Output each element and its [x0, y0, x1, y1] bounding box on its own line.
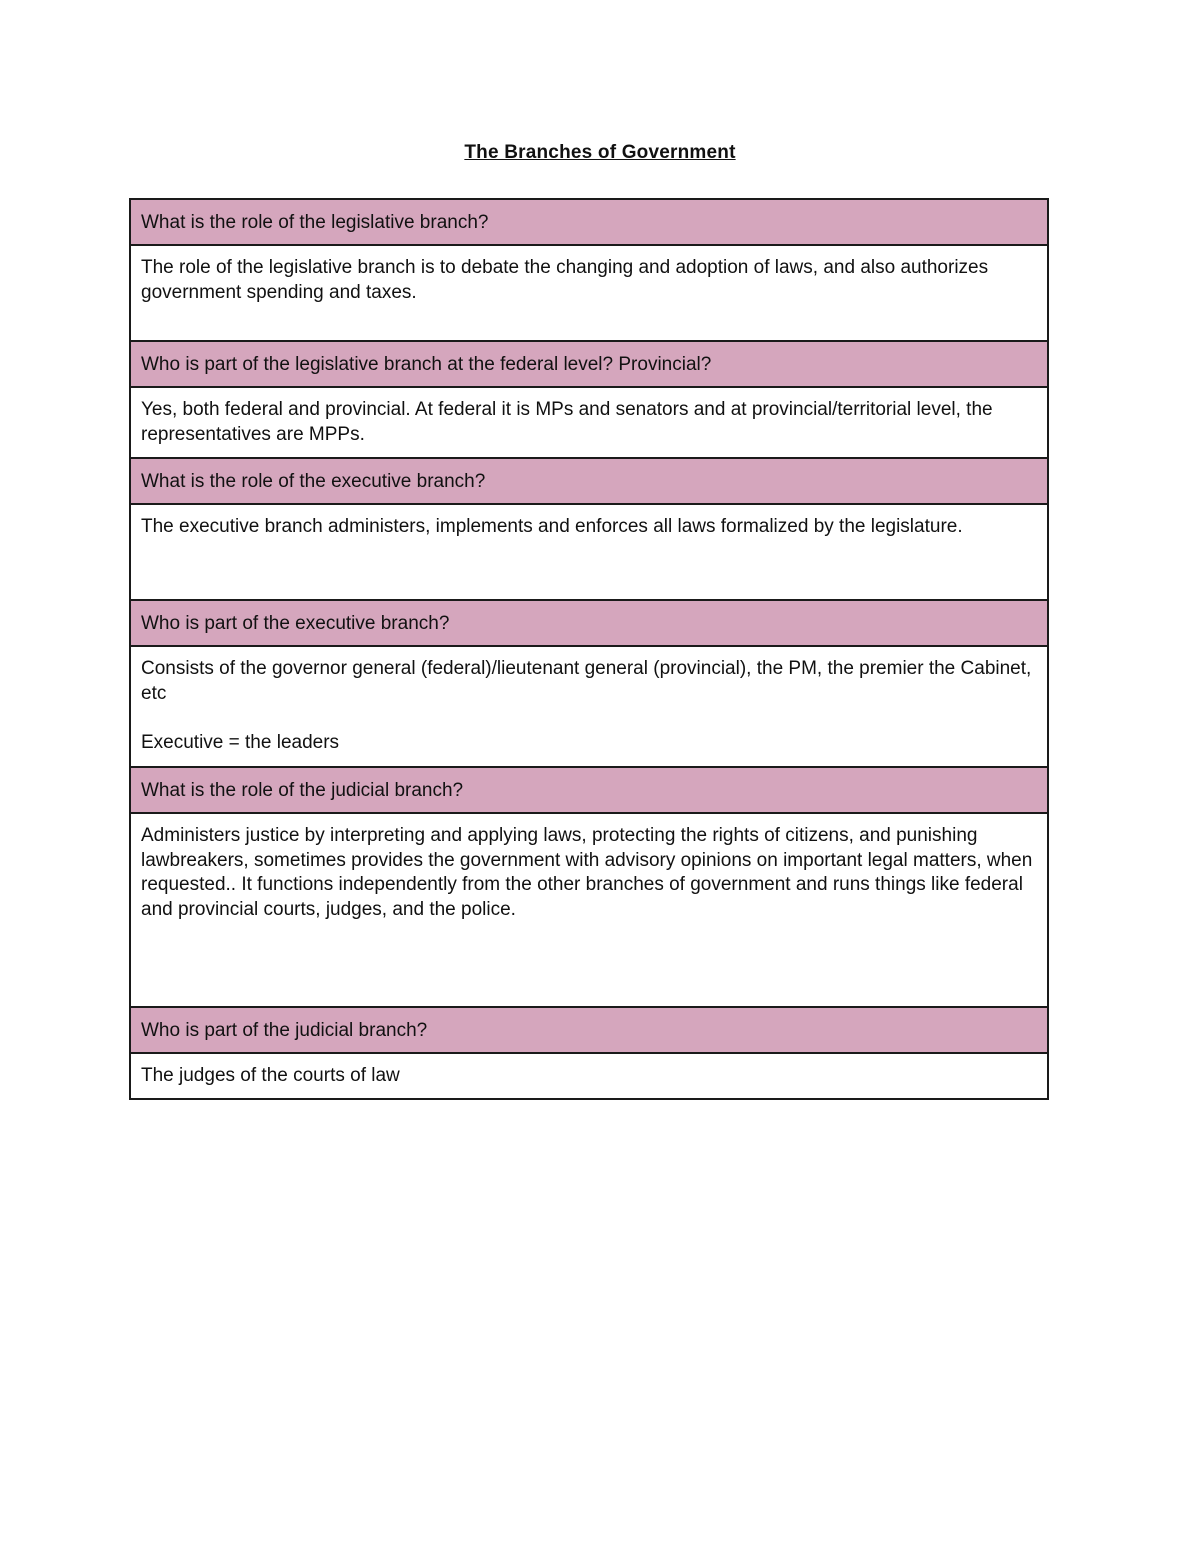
answer-row	[130, 813, 1048, 1007]
answer-executive-role: The executive branch administers, implements and enforces all laws formalized by the legislature.	[130, 504, 1048, 600]
question-row	[130, 1007, 1048, 1053]
question-executive-role: What is the role of the executive branch?	[130, 458, 1048, 504]
question-legislative-members: Who is part of the legislative branch at the federal level? Provincial?	[130, 341, 1048, 387]
answer-judicial-role: Administers justice by interpreting and applying laws, protecting the rights of citizens, and punishing lawbreakers, sometimes provides the government with advisory opinions on important legal matters, when requested.. It functions independently from the other branches of government and runs things like federal and provincial courts, judges, and the police.	[130, 813, 1048, 1007]
question-judicial-role: What is the role of the judicial branch?	[130, 767, 1048, 813]
page-title: The Branches of Government	[464, 142, 736, 163]
question-row	[130, 600, 1048, 646]
answer-row	[130, 1053, 1048, 1099]
answer-judicial-members: The judges of the courts of law	[130, 1053, 1048, 1099]
question-executive-members: Who is part of the executive branch?	[130, 600, 1048, 646]
answer-legislative-members: Yes, both federal and provincial. At federal it is MPs and senators and at provincial/territorial level, the representatives are MPPs.	[130, 387, 1048, 458]
question-legislative-role: What is the role of the legislative branch?	[130, 199, 1048, 245]
answer-legislative-role: The role of the legislative branch is to debate the changing and adoption of laws, and also authorizes government spending and taxes.	[130, 245, 1048, 341]
question-row	[130, 458, 1048, 504]
answer-row	[130, 245, 1048, 341]
question-row	[130, 341, 1048, 387]
question-row	[130, 767, 1048, 813]
qa-table	[129, 198, 1049, 1100]
answer-row	[130, 387, 1048, 458]
answer-row	[130, 504, 1048, 600]
answer-executive-members: Consists of the governor general (federal)/lieutenant general (provincial), the PM, the premier the Cabinet, etc Executive = the leaders	[130, 646, 1048, 767]
question-judicial-members: Who is part of the judicial branch?	[130, 1007, 1048, 1053]
answer-row	[130, 646, 1048, 767]
question-row	[130, 199, 1048, 245]
